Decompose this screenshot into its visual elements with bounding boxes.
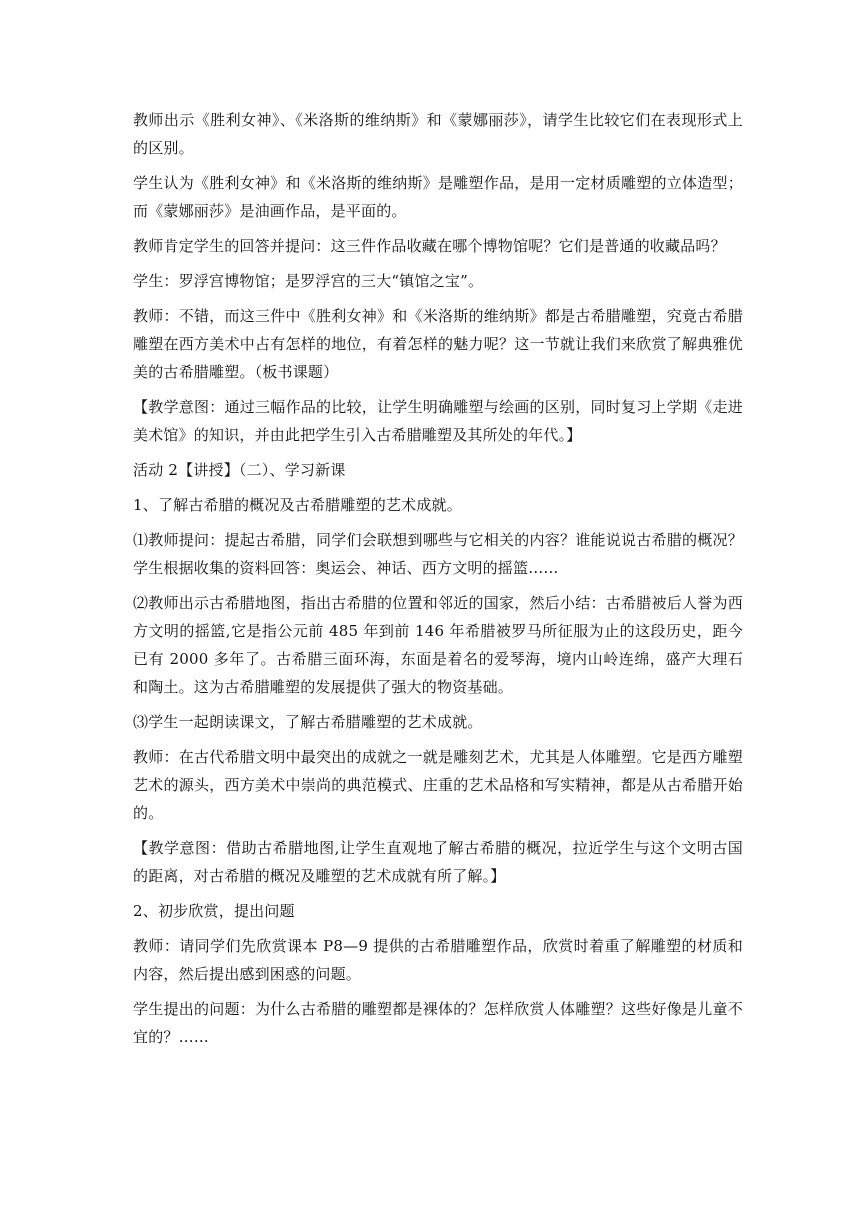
- paragraph-teacher-intro-lesson: 教师：不错，而这三件中《胜利女神》和《米洛斯的维纳斯》都是古希腊雕塑，究竟古希腊雕塑在西方美术中占有怎样的地位，有着怎样的魅力呢？这一节就让我们来欣赏了解典雅优美的古希腊雕塑。（板书课题）: [133, 307, 743, 381]
- paragraph-student-answer-louvre: 学生：罗浮宫博物馆；是罗浮宫的三大“镇馆之宝”。: [133, 272, 484, 290]
- paragraph-teacher-sculpture-achievement: 教师：在古代希腊文明中最突出的成就之一就是雕刻艺术，尤其是人体雕塑。它是西方雕塑艺术的源头，西方美术中崇尚的典范模式、庄重的艺术品格和写实精神，都是从古希腊开始的。: [133, 748, 743, 822]
- paragraph-student-answer-forms: 学生认为《胜利女神》和《米洛斯的维纳斯》是雕塑作品，是用一定材质雕塑的立体造型；而《蒙娜丽莎》是油画作品，是平面的。: [133, 174, 743, 220]
- document-body: [133, 106, 743, 1058]
- paragraph-item-1: ⑴教师提问：提起古希腊，同学们会联想到哪些与它相关的内容？谁能说说古希腊的概况？学生根据收集的资料回答：奥运会、神话、西方文明的摇篮……: [133, 531, 743, 577]
- paragraph-teaching-intent-1: 【教学意图：通过三幅作品的比较，让学生明确雕塑与绘画的区别，同时复习上学期《走进美术馆》的知识，并由此把学生引入古希腊雕塑及其所处的年代。】: [133, 398, 743, 444]
- paragraph-item-3: ⑶学生一起朗读课文，了解古希腊雕塑的艺术成就。: [133, 713, 483, 731]
- paragraph-section-2-heading: 2、初步欣赏，提出问题: [133, 902, 295, 920]
- paragraph-teacher-textbook: 教师：请同学们先欣赏课本 P8—9 提供的古希腊雕塑作品，欣赏时着重了解雕塑的材质和内容，然后提出感到困惑的问题。: [133, 937, 743, 983]
- paragraph-student-questions: 学生提出的问题：为什么古希腊的雕塑都是裸体的？怎样欣赏人体雕塑？这些好像是儿童不宜的？……: [133, 1000, 743, 1046]
- paragraph-teacher-shows-works: 教师出示《胜利女神》、《米洛斯的维纳斯》和《蒙娜丽莎》，请学生比较它们在表现形式上的区别。: [133, 111, 743, 157]
- paragraph-activity-heading: 活动 2【讲授】（二）、学习新课: [133, 461, 346, 479]
- paragraph-item-2: ⑵教师出示古希腊地图，指出古希腊的位置和邻近的国家，然后小结：古希腊被后人誉为西方文明的摇篮,它是指公元前 485 年到前 146 年希腊被罗马所征服为止的这段历史，距今已有 2000 多年了。古希腊三面环海，东面是着名的爱琴海，境内山岭连绵，盛产大理石和陶土。这为古希腊雕塑的发展提供了强大的物资基础。: [133, 594, 743, 696]
- paragraph-section-1-heading: 1、了解古希腊的概况及古希腊雕塑的艺术成就。: [133, 496, 462, 514]
- paragraph-teacher-question-museum: 教师肯定学生的回答并提问：这三件作品收藏在哪个博物馆呢？它们是普通的收藏品吗？: [133, 237, 726, 255]
- paragraph-teaching-intent-2: 【教学意图：借助古希腊地图,让学生直观地了解古希腊的概况，拉近学生与这个文明古国的距离，对古希腊的概况及雕塑的艺术成就有所了解。】: [133, 839, 743, 885]
